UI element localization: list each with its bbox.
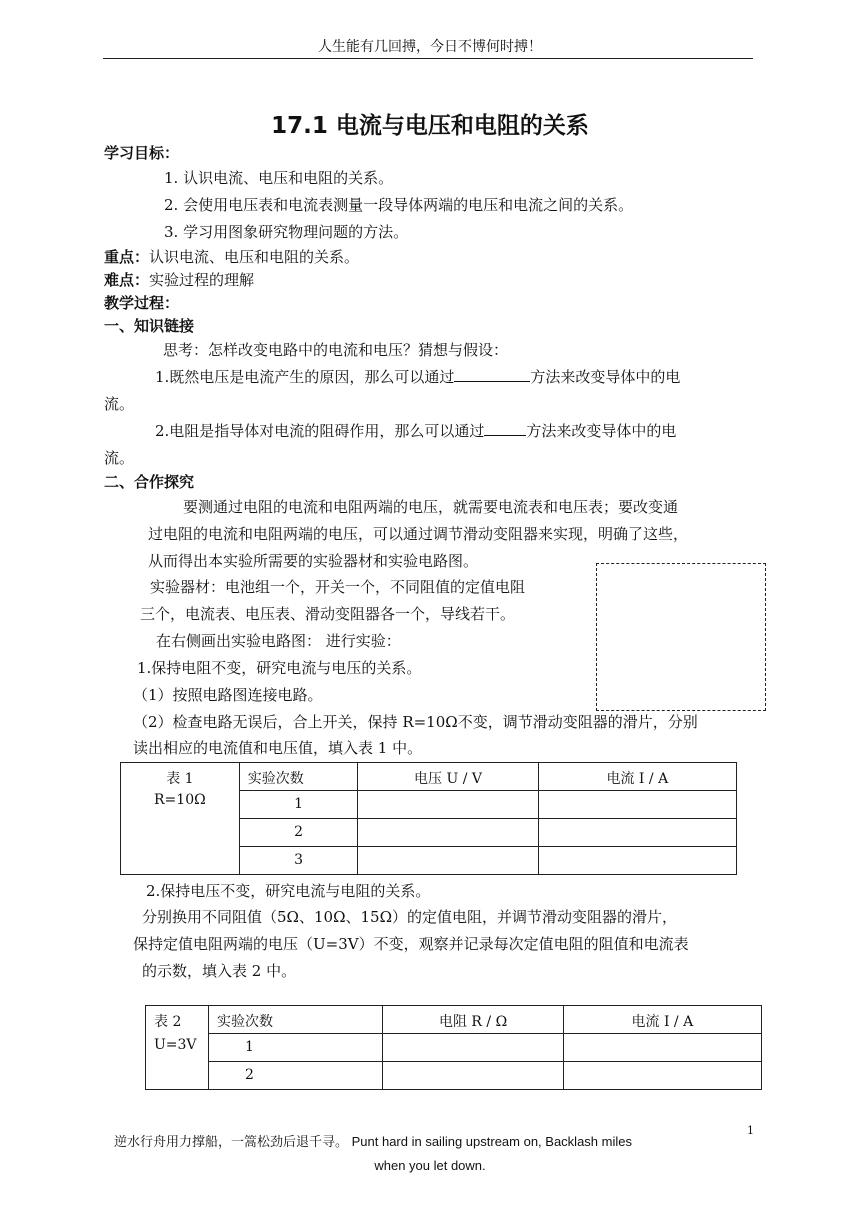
goal-item-2: 2. 会使用电压表和电流表测量一段导体两端的电压和电流之间的关系。 bbox=[164, 196, 634, 214]
table-1-trial-2: 2 bbox=[239, 819, 358, 847]
header-motto: 人生能有几回搏，今日不博何时搏！ bbox=[318, 39, 542, 55]
draw-circuit-prompt: 在右侧画出实验电路图： 进行实验： bbox=[156, 632, 401, 650]
table-2-current-cell[interactable] bbox=[563, 1034, 761, 1062]
table-row bbox=[146, 1062, 762, 1090]
key-point-text: 认识电流、电压和电阻的关系。 bbox=[149, 248, 360, 266]
table-row bbox=[146, 1034, 762, 1062]
table-1-trial-1: 1 bbox=[239, 791, 358, 819]
table-2-caption-cell bbox=[146, 1006, 209, 1090]
key-point bbox=[104, 246, 359, 267]
question-2-after: 方法来改变导体中的电 bbox=[526, 422, 677, 440]
equipment-line-1: 实验器材：电池组一个，开关一个，不同阻值的定值电阻 bbox=[150, 578, 526, 596]
page-title: 17.1 电流与电压和电阻的关系 bbox=[271, 113, 589, 139]
section2-heading: 二、合作探究 bbox=[104, 473, 195, 491]
table-1 bbox=[120, 762, 737, 875]
question-1 bbox=[155, 366, 680, 387]
table-2-header-current: 电流 I / A bbox=[563, 1006, 761, 1034]
table-1-current-cell[interactable] bbox=[538, 819, 736, 847]
table-2-trial-2: 2 bbox=[208, 1062, 382, 1090]
table-1-header-current: 电流 I / A bbox=[538, 763, 736, 791]
table-2-name: 表 2 bbox=[154, 1014, 182, 1030]
step-2-line-1: 分别换用不同阻值（5Ω、10Ω、15Ω）的定值电阻，并调节滑动变阻器的滑片， bbox=[142, 908, 678, 926]
step-1: 1.保持电阻不变，研究电流与电压的关系。 bbox=[137, 659, 422, 677]
table-1-trial-3: 3 bbox=[239, 847, 358, 875]
question-1-before: 1.既然电压是电流产生的原因，那么可以通过 bbox=[155, 368, 455, 386]
table-2-header-resistance: 电阻 R / Ω bbox=[383, 1006, 563, 1034]
question-1-after: 方法来改变导体中的电 bbox=[530, 368, 681, 386]
difficulty bbox=[104, 269, 254, 290]
section2-para-line-2: 过电阻的电流和电阻两端的电压，可以通过调节滑动变阻器来实现，明确了这些， bbox=[148, 525, 689, 543]
table-1-voltage-cell[interactable] bbox=[358, 847, 538, 875]
table-2-trial-1: 1 bbox=[208, 1034, 382, 1062]
goals-label: 学习目标： bbox=[104, 144, 180, 162]
table-1-caption-cell bbox=[121, 763, 240, 875]
table-2-condition: U=3V bbox=[154, 1037, 197, 1053]
step-1b-line-1: （2）检查电路无误后，合上开关，保持 R=10Ω不变，调节滑动变阻器的滑片，分别 bbox=[133, 713, 698, 731]
step-2-line-3: 的示数，填入表 2 中。 bbox=[142, 962, 297, 980]
footer-line-2: when you let down. bbox=[374, 1158, 486, 1173]
table-1-header-voltage: 电压 U / V bbox=[358, 763, 538, 791]
footer-line-1: 逆水行舟用力撑船，一篙松劲后退千寻。 Punt hard in sailing upstream on, Backlash miles bbox=[114, 1134, 632, 1149]
section2-para-line-3: 从而得出本实验所需要的实验器材和实验电路图。 bbox=[148, 552, 479, 570]
step-1a: （1）按照电路图连接电路。 bbox=[133, 686, 323, 704]
answer-blank-1[interactable] bbox=[454, 367, 530, 382]
difficulty-text: 实验过程的理解 bbox=[149, 271, 255, 289]
table-2-current-cell[interactable] bbox=[563, 1062, 761, 1090]
step-2: 2.保持电压不变，研究电流与电阻的关系。 bbox=[146, 882, 431, 900]
step-1b-line-2: 读出相应的电流值和电压值，填入表 1 中。 bbox=[133, 739, 423, 757]
table-2-resistance-cell[interactable] bbox=[383, 1034, 563, 1062]
process-label: 教学过程： bbox=[104, 294, 180, 312]
table-2-resistance-cell[interactable] bbox=[383, 1062, 563, 1090]
equipment-line-2: 三个，电流表、电压表、滑动变阻器各一个，导线若干。 bbox=[140, 605, 516, 623]
table-1-condition: R=10Ω bbox=[154, 792, 206, 808]
goal-item-3: 3. 学习用图象研究物理问题的方法。 bbox=[164, 223, 409, 241]
think-text: 思考：怎样改变电路中的电流和电压？猜想与假设： bbox=[163, 341, 509, 359]
table-2-header-trial: 实验次数 bbox=[208, 1006, 382, 1034]
table-1-current-cell[interactable] bbox=[538, 791, 736, 819]
section1-heading: 一、知识链接 bbox=[104, 317, 195, 335]
question-1-tail: 流。 bbox=[104, 395, 135, 413]
step-2-line-2: 保持定值电阻两端的电压（U=3V）不变，观察并记录每次定值电阻的阻值和电流表 bbox=[133, 935, 689, 953]
goal-item-1: 1. 认识电流、电压和电阻的关系。 bbox=[164, 169, 394, 187]
table-1-name: 表 1 bbox=[166, 771, 194, 787]
key-point-label: 重点： bbox=[104, 248, 150, 266]
difficulty-label: 难点： bbox=[104, 271, 150, 289]
question-2-tail: 流。 bbox=[104, 449, 135, 467]
question-2-before: 2.电阻是指导体对电流的阻碍作用，那么可以通过 bbox=[155, 422, 485, 440]
section2-para-line-1: 要测通过电阻的电流和电阻两端的电压，就需要电流表和电压表；要改变通 bbox=[183, 498, 679, 516]
answer-blank-2[interactable] bbox=[484, 421, 526, 436]
table-1-voltage-cell[interactable] bbox=[358, 791, 538, 819]
circuit-drawing-box[interactable] bbox=[596, 563, 766, 711]
table-2 bbox=[145, 1005, 762, 1090]
question-2 bbox=[155, 420, 676, 441]
table-1-current-cell[interactable] bbox=[538, 847, 736, 875]
page-number: 1 bbox=[747, 1124, 754, 1137]
table-1-header-trial: 实验次数 bbox=[239, 763, 358, 791]
table-1-voltage-cell[interactable] bbox=[358, 819, 538, 847]
header-divider bbox=[103, 58, 753, 59]
